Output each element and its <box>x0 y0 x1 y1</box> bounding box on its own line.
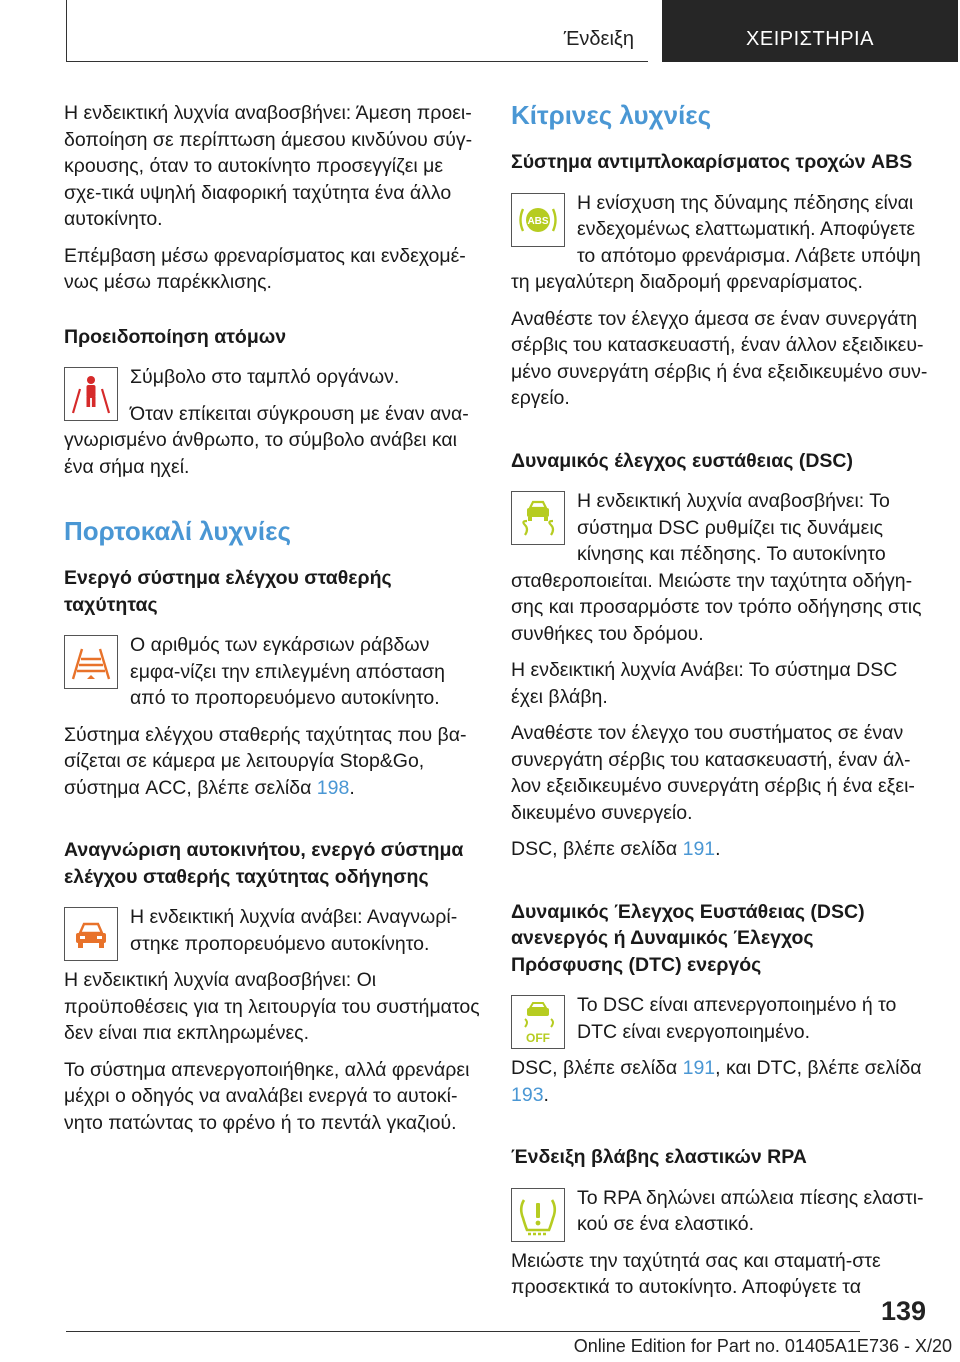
dsc-off-icon <box>511 995 565 1049</box>
page-link-193[interactable]: 193 <box>511 1083 544 1106</box>
footer-edition: Online Edition for Part no. 01405A1E736 - X/20 <box>573 1336 952 1356</box>
dsc-off-text-1: Το DSC είναι απενεργοποιημένο ή το DTC είναι ενεργοποιημένο. <box>577 994 897 1043</box>
dsc-text-3: Αναθέστε τον έλεγχο του συστήματος σε έναν συνεργάτη σέρβις του κατασκευαστή, έναν άλ-λον εξειδικευμένο συνεργάτη σέρβις ή ένα εξει-δικευμένο συνεργείο. <box>511 722 915 824</box>
page-header <box>66 0 958 65</box>
dsc-text-2: Η ενδεικτική λυχνία Ανάβει: Το σύστημα DSC έχει βλάβη. <box>511 659 898 708</box>
vehicle-detection-text-1: Η ενδεικτική λυχνία ανάβει: Αναγνωρί-στηκε προπορευόμενο αυτοκίνητο. <box>130 906 458 955</box>
header-section-label: Ένδειξη <box>563 28 634 50</box>
cruise-control-text-1: Ο αριθμός των εγκάρσιων ράβδων εμφα-νίζει την επιλεγμένη απόσταση από το προπορευόμενο αυτοκίνητο. <box>130 634 445 709</box>
abs-entry <box>511 190 931 422</box>
abs-title: Σύστημα αντιμπλοκαρίσματος τροχών ABS <box>511 151 913 173</box>
abs-text-1: Η ενίσχυση της δύναμης πέδησης είναι ενδεχομένως ελαττωματική. Αποφύγετε το απότομο φρενάρισμα. Λάβετε υπόψη τη μεγαλύτερη διαδρομή φρεναρίσματος. <box>511 191 921 293</box>
distance-bars-icon <box>64 635 118 689</box>
dsc-off-title: Δυναμικός Έλεγχος Ευστάθειας (DSC) ανενεργός ή Δυναμικός Έλεγχος Πρόσφυσης (DTC) ενεργός <box>511 900 865 976</box>
cruise-control-title: Ενεργό σύστημα ελέγχου σταθερής ταχύτητας <box>64 567 392 616</box>
right-column <box>511 100 931 1337</box>
vehicle-detection-title: Αναγνώριση αυτοκινήτου, ενεργό σύστημα ελέγχου σταθερής ταχύτητας οδήγησης <box>64 839 464 888</box>
dsc-title: Δυναμικός έλεγχος ευστάθειας (DSC) <box>511 449 853 472</box>
abs-icon-label: ABS <box>527 215 549 227</box>
person-warning-icon <box>64 367 118 421</box>
dsc-off-text-2: DSC, βλέπε σελίδα 191, και DTC, βλέπε σελίδα 193. <box>511 1057 922 1106</box>
person-warning-text-2: Όταν επίκειται σύγκρουση με έναν ανα-γνωρισμένο άνθρωπο, το σύμβολο ανάβει και ένα σήμα ηχεί. <box>64 402 469 478</box>
yellow-lights-heading: Κίτρινες λυχνίες <box>511 100 712 130</box>
cruise-control-entry <box>64 632 482 811</box>
vehicle-detection-entry <box>64 904 482 1146</box>
dsc-entry <box>511 488 931 873</box>
orange-lights-heading: Πορτοκαλί λυχνίες <box>64 516 292 546</box>
header-chapter-tab <box>662 0 958 62</box>
header-chapter-label: ΧΕΙΡΙΣΤΗΡΙΑ <box>746 28 874 50</box>
footer-rule <box>66 1331 860 1332</box>
intro-paragraph-2: Επέμβαση μέσω φρεναρίσματος και ενδεχομέ-νως μέσω παρέκκλισης. <box>64 244 466 293</box>
dsc-text-1: Η ενδεικτική λυχνία αναβοσβήνει: Το σύστημα DSC ρυθμίζει τις δυνάμεις κίνησης και πέδησης. Το αυτοκίνητο σταθεροποιείται. Μειώστε την ταχύτητα οδήγη-σης και προσαρμόστε τον τρόπο οδήγησης στις συνθήκες του δρόμου. <box>511 490 922 645</box>
header-section-tab <box>66 0 648 62</box>
vehicle-detection-text-2: Η ενδεικτική λυχνία αναβοσβήνει: Οι προϋποθέσεις για τη λειτουργία του συστήματος δεν είναι πια εκπληρωμένες. <box>64 969 480 1044</box>
vehicle-detection-text-3: Το σύστημα απενεργοποιήθηκε, αλλά φρενάρει μέχρι ο οδηγός να αναλάβει ενεργά το αυτοκί-νητο πατώντας το φρένο ή το πεντάλ γκαζιού. <box>64 1058 470 1134</box>
page-number: 139 <box>880 1296 926 1326</box>
dsc-off-icon-label: OFF <box>526 1031 550 1045</box>
page-link-191[interactable]: 191 <box>682 838 716 860</box>
rpa-text-1: Το RPA δηλώνει απώλεια πίεσης ελαστι-κού σε ένα ελαστικό. <box>577 1186 924 1235</box>
cruise-control-text-2: Σύστημα ελέγχου σταθερής ταχύτητας που βα-σίζεται σε κάμερα με λειτουργία Stop&Go, σύστημα ACC, βλέπε σελίδα 198. <box>64 723 467 799</box>
dsc-skid-icon <box>511 491 565 545</box>
rpa-title: Ένδειξη βλάβης ελαστικών RPA <box>511 1146 807 1168</box>
car-ahead-icon <box>64 907 118 961</box>
person-warning-text-1: Σύμβολο στο ταμπλό οργάνων. <box>130 366 400 388</box>
intro-paragraph-1: Η ενδεικτική λυχνία αναβοσβήνει: Άμεση προει-δοποίηση σε περίπτωση άμεσου κινδύνου σύγ-κρουσης, όταν το αυτοκίνητο προσεγγίζει με σχε-τικά υψηλή διαφορική ταχύτητα ένα άλλο αυτοκίνητο. <box>64 102 473 230</box>
left-column <box>64 100 482 1172</box>
page-link-198[interactable]: 198 <box>316 776 350 799</box>
abs-icon <box>511 193 565 247</box>
tire-pressure-icon <box>511 1188 565 1242</box>
page-link-191b[interactable]: 191 <box>682 1057 716 1079</box>
person-warning-entry <box>64 364 482 490</box>
person-warning-title: Προειδοποίηση ατόμων <box>64 325 287 348</box>
dsc-text-4: DSC, βλέπε σελίδα 191. <box>511 838 721 860</box>
dsc-off-entry <box>511 992 931 1118</box>
rpa-entry <box>511 1185 931 1311</box>
rpa-text-2: Μειώστε την ταχύτητά σας και σταματή-στε προσεκτικά το αυτοκίνητο. Αποφύγετε τα <box>511 1249 881 1298</box>
abs-text-2: Αναθέστε τον έλεγχο άμεσα σε έναν συνεργάτη σέρβις του κατασκευαστή, έναν άλλον εξειδικευ-μένο συνεργάτη σέρβις ή ένα εξειδικευμένο συν-εργείο. <box>511 307 928 409</box>
